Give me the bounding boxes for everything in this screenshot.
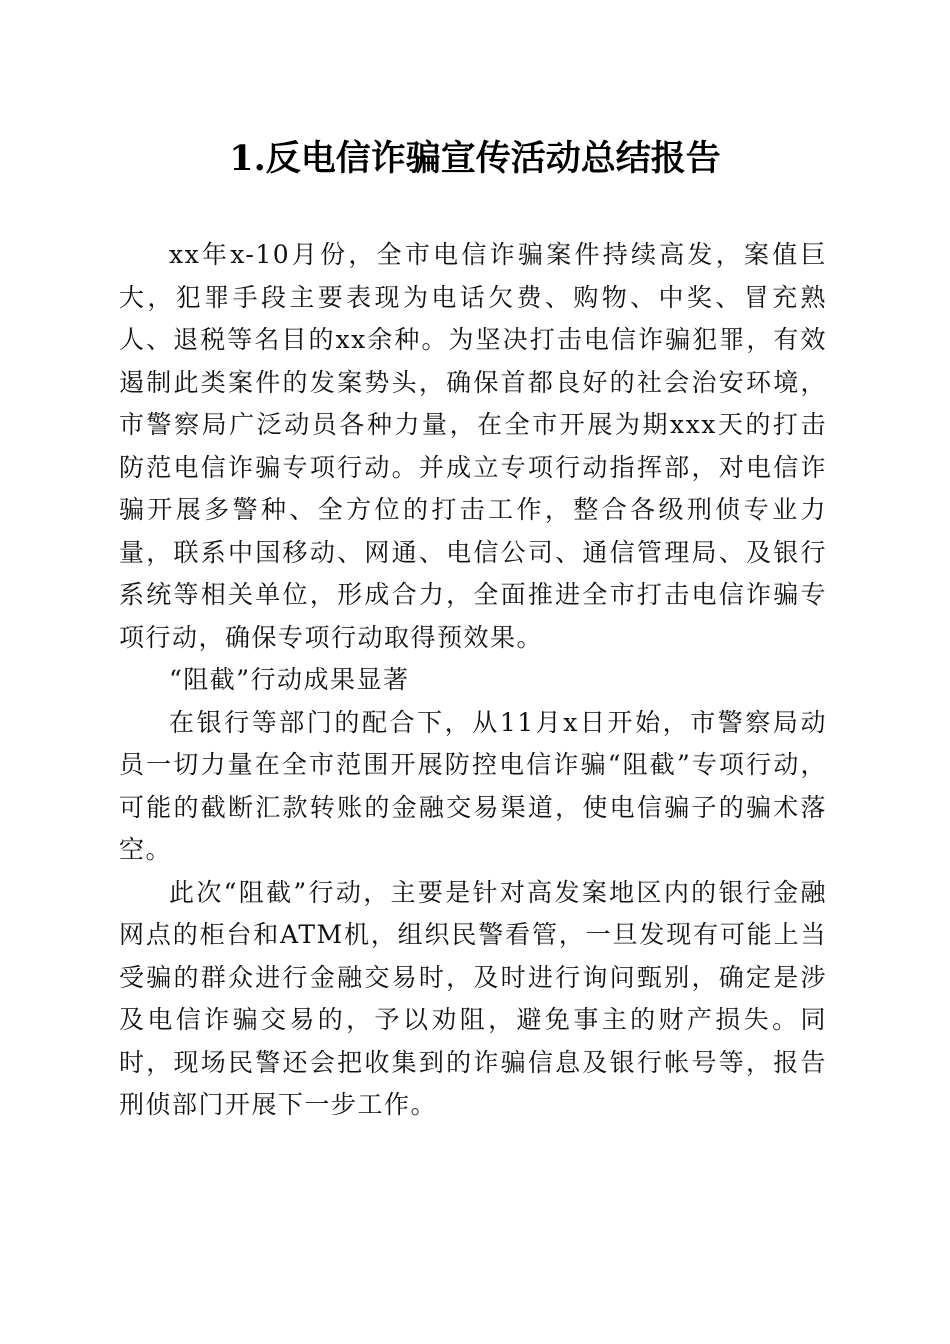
section-heading: “阻截”行动成果显著 <box>169 665 410 694</box>
paragraph-intro: xx年x-10月份，全市电信诈骗案件持续高发，案值巨大，犯罪手段主要表现为电话欠费、购物、中奖、冒充熟人、退税等名目的xx余种。为坚决打击电信诈骗犯罪，有效遏制此类案件的发案势头，确保首都良好的社会治安环境，市警察局广泛动员各种力量，在全市开展为期xxx天的打击防范电信诈骗专项行动。并成立专项行动指挥部，对电信诈骗开展多警种、全方位的打击工作，整合各级刑侦专业力量，联系中国移动、网通、电信公司、通信管理局、及银行系统等相关单位，形成合力，全面推进全市打击电信诈骗专项行动，确保专项行动取得预效果。 <box>119 240 827 652</box>
paragraph-interception-start: 在银行等部门的配合下，从11月x日开始，市警察局动员一切力量在全市范围开展防控电信诈骗“阻截”专项行动，可能的截断汇款转账的金融交易渠道，使电信骗子的骗术落空。 <box>119 707 827 864</box>
document-title: 1.反电信诈骗宣传活动总结报告 <box>229 138 721 179</box>
paragraph-interception-detail: 此次“阻截”行动，主要是针对高发案地区内的银行金融网点的柜台和ATM机，组织民警看管，一旦发现有可能上当受骗的群众进行金融交易时，及时进行询问甄别，确定是涉及电信诈骗交易的，予以劝阻，避免事主的财产损失。同时，现场民警还会把收集到的诈骗信息及银行帐号等，报告刑侦部门开展下一步工作。 <box>119 877 827 1119</box>
document-body <box>119 234 827 1127</box>
